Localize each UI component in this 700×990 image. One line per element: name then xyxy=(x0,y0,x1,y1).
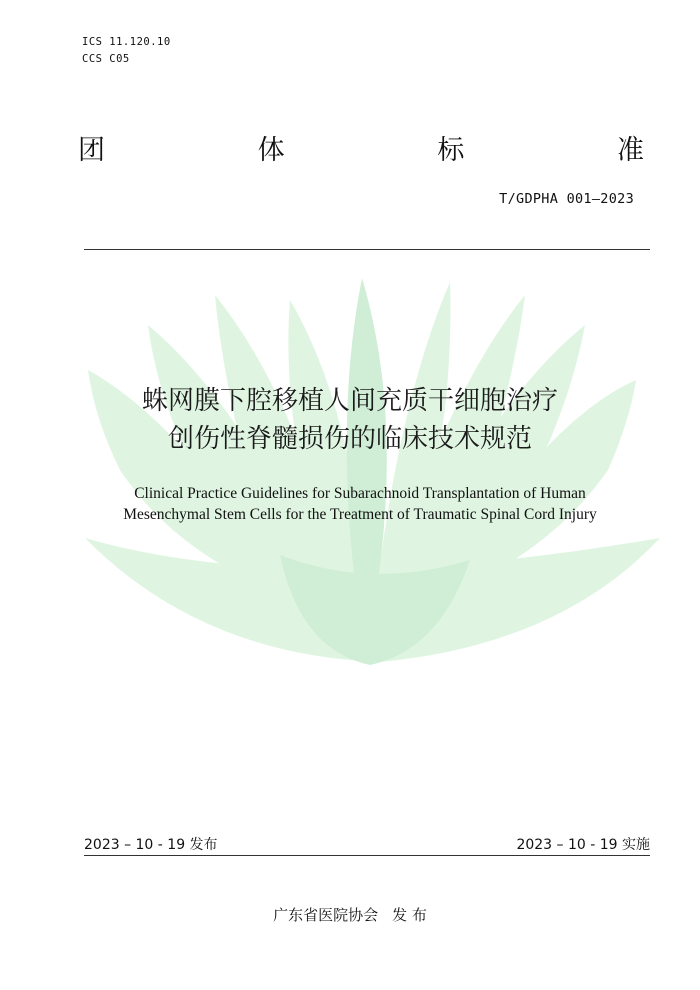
title-en-line-2: Mesenchymal Stem Cells for the Treatment of Traumatic Spinal Cord Injury xyxy=(123,506,597,523)
classification-codes xyxy=(82,34,171,68)
implementation-date: 2023 – 10 - 19 实施 xyxy=(516,837,650,853)
standard-type-char: 体 xyxy=(257,135,285,166)
footer-divider xyxy=(84,855,650,856)
standard-type-char: 准 xyxy=(616,135,644,166)
standard-type-char: 团 xyxy=(78,135,105,166)
standard-type-char: 标 xyxy=(437,135,465,166)
publisher-line xyxy=(0,904,700,925)
document-title-chinese xyxy=(0,382,700,458)
publisher-action: 发 布 xyxy=(392,906,427,924)
issue-date: 2023 – 10 - 19 发布 xyxy=(84,837,218,853)
title-en-line-1: Clinical Practice Guidelines for Subarachnoid Transplantation of Human xyxy=(134,485,586,502)
standard-type-heading xyxy=(78,134,644,168)
title-cn-line-1: 蛛网膜下腔移植人间充质干细胞治疗 xyxy=(141,386,558,416)
document-title-english xyxy=(0,483,700,525)
lotus-leaves-icon xyxy=(0,270,700,680)
publisher-name: 广东省医院协会 xyxy=(273,906,379,924)
standard-number: T/GDPHA 001—2023 xyxy=(499,191,634,207)
header-divider xyxy=(84,249,650,250)
ics-code: ICS 11.120.10 xyxy=(82,36,171,48)
ccs-code: CCS C05 xyxy=(82,53,130,65)
title-cn-line-2: 创伤性脊髓损伤的临床技术规范 xyxy=(167,424,532,454)
